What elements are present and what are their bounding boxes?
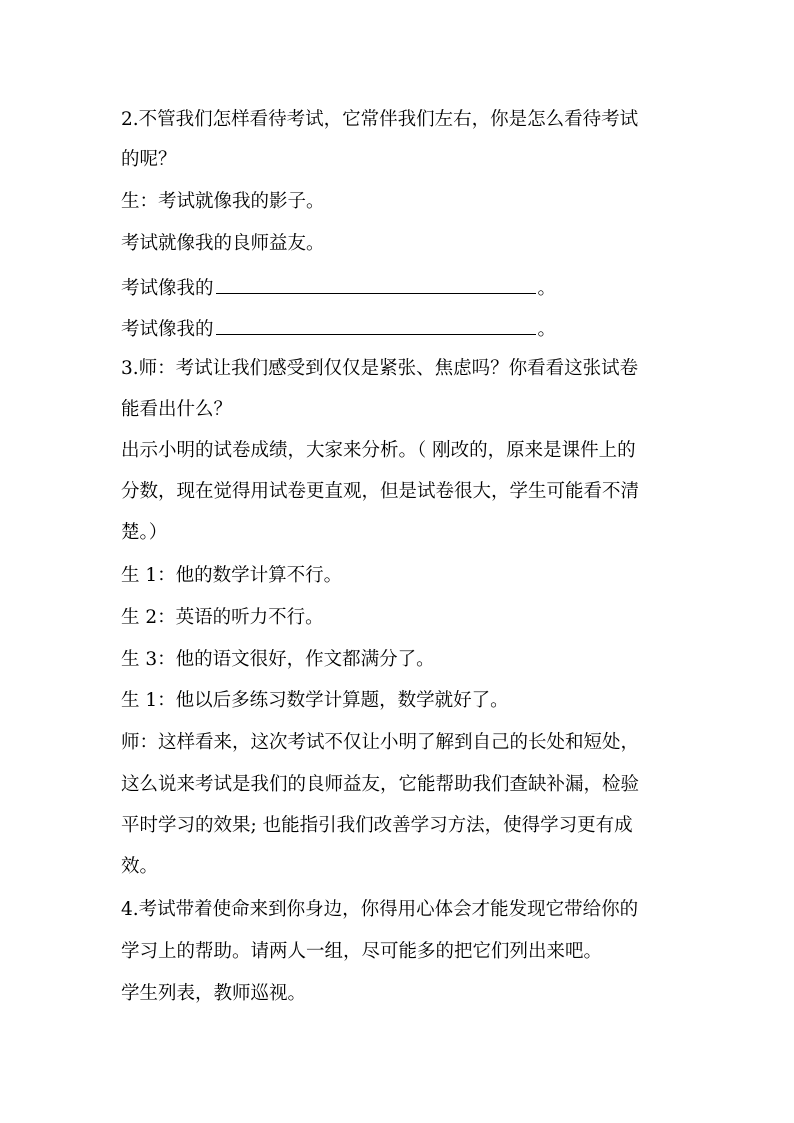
fill-blank-suffix: 。 bbox=[537, 319, 557, 340]
paragraph-line: 楚。） bbox=[121, 522, 168, 543]
teacher-line: 效。 bbox=[121, 856, 159, 877]
activity-line: 学生列表，教师巡视。 bbox=[121, 983, 307, 1004]
teacher-line: 这么说来考试是我们的良师益友，它能帮助我们查缺补漏，检验 bbox=[121, 774, 640, 795]
teacher-line: 平时学习的效果; 也能指引我们改善学习方法，使得学习更有成 bbox=[121, 815, 633, 836]
teacher-line: 师：这样看来，这次考试不仅让小明了解到自己的长处和短处， bbox=[121, 732, 640, 753]
question-3-line-1: 3.师：考试让我们感受到仅仅是紧张、焦虑吗？你看看这张试卷 bbox=[121, 358, 639, 379]
student-answer-line: 生 1：他以后多练习数学计算题，数学就好了。 bbox=[121, 690, 509, 711]
question-2-line-1: 2.不管我们怎样看待考试，它常伴我们左右，你是怎么看待考试 bbox=[121, 109, 639, 130]
paragraph-line: 分数，现在觉得用试卷更直观，但是试卷很大，学生可能看不清 bbox=[121, 481, 640, 502]
fill-blank-prefix: 考试像我的 bbox=[121, 319, 214, 340]
student-answer-2: 考试就像我的良师益友。 bbox=[121, 233, 325, 254]
student-answer-1: 生：考试就像我的影子。 bbox=[121, 191, 325, 212]
student-answer-line: 生 3：他的语文很好，作文都满分了。 bbox=[121, 649, 435, 670]
fill-blank-prefix: 考试像我的 bbox=[121, 278, 214, 299]
student-answer-line: 生 1：他的数学计算不行。 bbox=[121, 565, 343, 586]
fill-blank-2 bbox=[121, 316, 701, 342]
question-2-line-2: 的呢？ bbox=[121, 149, 177, 170]
question-4-line-1: 4.考试带着使命来到你身边，你得用心体会才能发现它带给你的 bbox=[121, 899, 639, 920]
fill-blank-1 bbox=[121, 275, 701, 301]
student-answer-line: 生 2：英语的听力不行。 bbox=[121, 607, 324, 628]
fill-blank-suffix: 。 bbox=[537, 278, 557, 299]
blank-line bbox=[216, 316, 536, 335]
question-4-line-2: 学习上的帮助。请两人一组，尽可能多的把它们列出来吧。 bbox=[121, 941, 603, 962]
paragraph-line: 出示小明的试卷成绩，大家来分析。（ 刚改的，原来是课件上的 bbox=[121, 440, 636, 461]
question-3-line-2: 能看出什么？ bbox=[121, 399, 233, 420]
blank-line bbox=[216, 275, 536, 294]
